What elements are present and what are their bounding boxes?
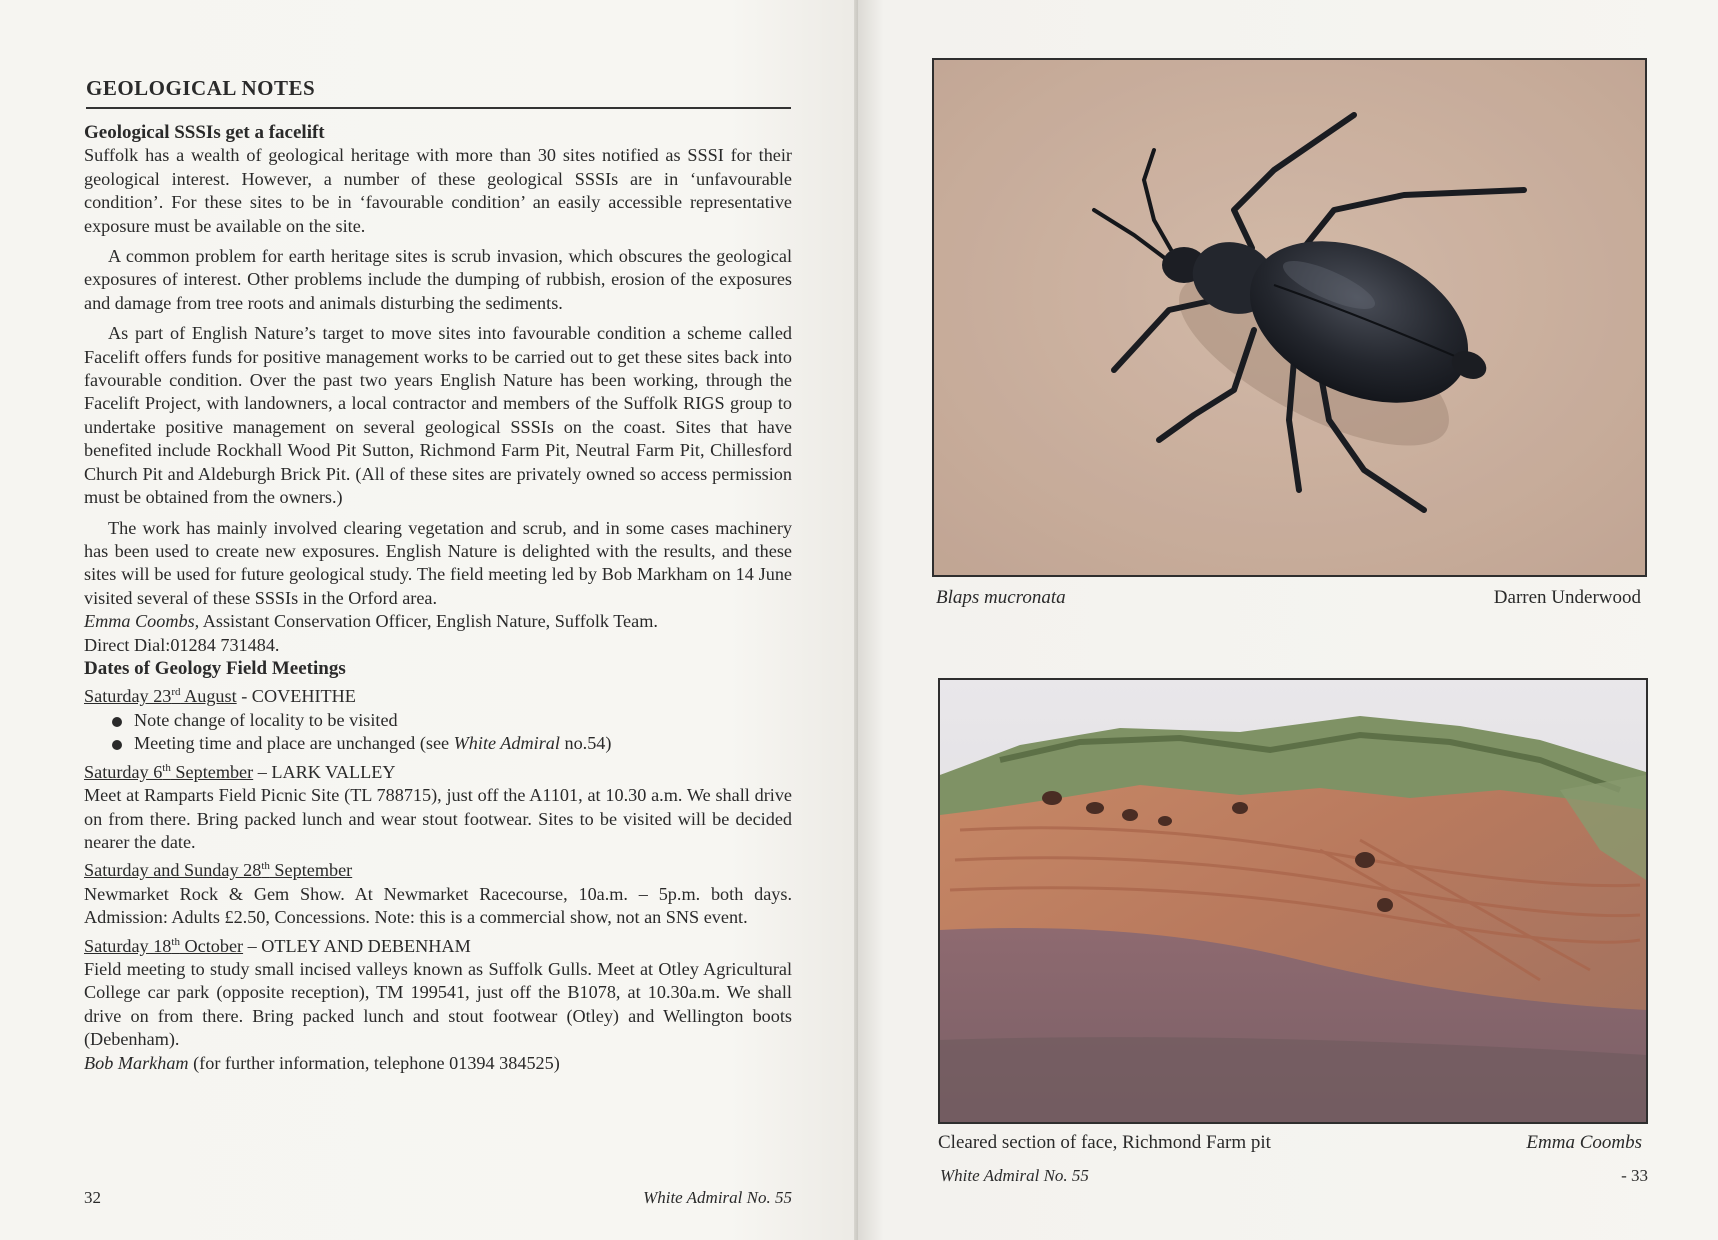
page-number: - 33 (1621, 1166, 1648, 1185)
right-footer (940, 1166, 1648, 1186)
event-place: - COVEHITHE (236, 686, 356, 707)
journal-name: White Admiral No. 55 (643, 1188, 792, 1207)
photo-credit: Darren Underwood (1493, 587, 1641, 608)
page-number: 32 (84, 1188, 101, 1207)
event-text: Meet at Ramparts Field Picnic Site (TL 788715), just off the A1101, at 10.30 a.m. We shall drive on from there. Bring packed lunch and wear stout footwear. Sites to be visited will be decided nearer the date. (84, 785, 792, 852)
contact-text: (for further information, telephone 01394 384525) (188, 1052, 560, 1073)
contact-line (84, 1052, 792, 1075)
article-paragraph: A common problem for earth heritage sites is scrub invasion, which obscures the geological exposures of interest. Other problems include the dumping of rubbish, erosion of the exposures and damage from tree roots and animals disturbing the sediments. (84, 246, 792, 313)
dates-heading: Dates of Geology Field Meetings (84, 657, 346, 679)
cliff-illustration (940, 680, 1646, 1122)
caption-text: Blaps mucronata (936, 587, 1066, 608)
event-place: – LARK VALLEY (253, 761, 396, 782)
photo-credit: Emma Coombs (1526, 1132, 1642, 1153)
article-column (84, 121, 792, 1075)
event-gem-show (84, 855, 792, 929)
event-date: Saturday and Sunday 28th September (84, 860, 353, 881)
article-heading: Geological SSSIs get a facelift (84, 122, 325, 143)
event-heading (84, 757, 792, 784)
event-date: Saturday 6th September (84, 761, 254, 782)
article-paragraph: As part of English Nature’s target to move sites into favourable condition a scheme called Facelift offers funds for positive management works to be carried out to get these sites back into favourable condition. Over the past two years English Nature has been working, through the Facelift Project, with landowners, a local contractor and members of the Suffolk RIGS group to undertake positive management on several geological SSSIs on the coast. Sites that have benefited include Rockhall Wood Pit Sutton, Richmond Farm Pit, Neutral Farm Pit, Chillesford Church Pit and Aldeburgh Brick Pit. (All of these sites are privately owned so access permission must be obtained from the owners.) (84, 323, 792, 508)
event-place: – OTLEY AND DEBENHAM (243, 935, 471, 956)
event-otley (84, 931, 792, 1052)
event-heading (84, 855, 792, 882)
author-phone: Direct Dial:01284 731484. (84, 634, 280, 655)
event-heading (84, 681, 792, 708)
author-name: Emma Coombs, (84, 611, 200, 632)
beetle-caption (936, 587, 1641, 609)
section-title: GEOLOGICAL NOTES (86, 76, 791, 109)
event-covehithe (84, 681, 792, 755)
event-text: Field meeting to study small incised valleys known as Suffolk Gulls. Meet at Otley Agricultural College car park (opposite reception), TM 199541, just off the B1078, at 10.30a.m. We shall drive on from there. Bring packed lunch and stout footwear (Otley) and Wellington boots (Debenham). (84, 959, 792, 1050)
event-heading (84, 931, 792, 958)
caption-text: Cleared section of face, Richmond Farm pit (938, 1132, 1271, 1153)
event-bullets (84, 709, 792, 756)
event-date: Saturday 23rd August (84, 686, 237, 707)
journal-name: White Admiral No. 55 (940, 1166, 1089, 1185)
event-date: Saturday 18th October (84, 935, 244, 956)
list-item: Meeting time and place are unchanged (see White Admiral no.54) (112, 732, 792, 755)
left-page (0, 0, 858, 1240)
left-footer (84, 1188, 792, 1208)
event-lark-valley (84, 757, 792, 855)
cliff-caption (938, 1132, 1642, 1154)
cliff-photo (938, 678, 1648, 1124)
author-role: Assistant Conservation Officer, English Nature, Suffolk Team. (202, 611, 658, 632)
article-paragraph: Suffolk has a wealth of geological heritage with more than 30 sites notified as SSSI for their geological interest. However, a number of these geological SSSIs are in ‘unfavourable condition’. For these sites to be in ‘favourable condition’ an easily accessible representative exposure must be available on the site. (84, 145, 792, 236)
event-text: Newmarket Rock & Gem Show. At Newmarket Racecourse, 10a.m. – 5p.m. both days. Admission: Adults £2.50, Concessions. Note: this is a commercial show, not an SNS event. (84, 883, 792, 928)
beetle-photo (932, 58, 1647, 577)
contact-name: Bob Markham (84, 1052, 189, 1073)
list-item: Note change of locality to be visited (112, 709, 792, 732)
article-paragraph: The work has mainly involved clearing vegetation and scrub, and in some cases machinery has been used to create new exposures. English Nature is delighted with the results, and these sites will be used for future geological study. The field meeting led by Bob Markham on 14 June visited several of these SSSIs in the Orford area. (84, 517, 792, 608)
beetle-illustration (934, 60, 1645, 575)
author-signature (84, 610, 792, 657)
